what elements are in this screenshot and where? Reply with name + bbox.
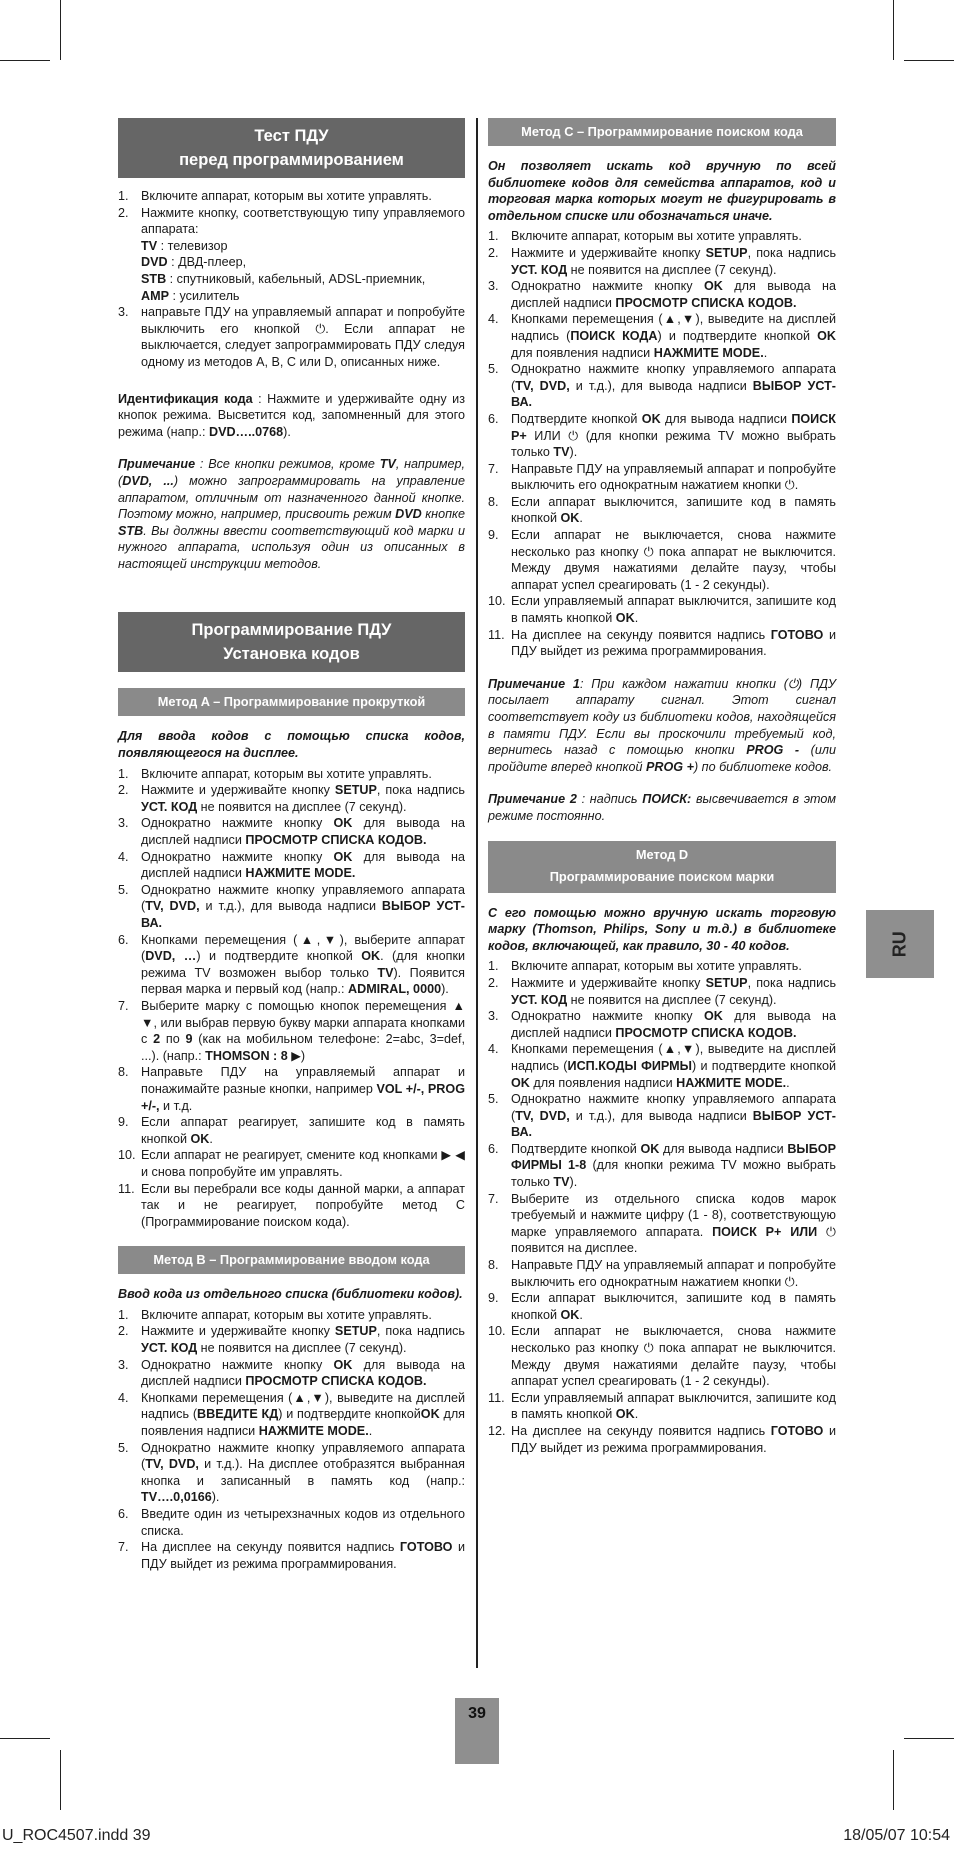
list-item [488,494,836,527]
method-d-intro: С его помощью можно вручную искать торговую марку (Thomson, Philips, Sony и т.д.) в библиотеке кодов, включающей, как правило, 30 - 40 кодов. [488,905,836,953]
code-identification: Идентификация кода : Нажмите и удерживайте одну из кнопок режима. Высветится код, запомненный для этого режима (напр.: DVD…..0768). [118,391,465,439]
step-text: Нажмите и удерживайте кнопку SETUP, пока надпись УСТ. КОД не появится на дисплее (7 секунд). [141,783,465,814]
step-text: Однократно нажмите кнопку управляемого аппарата (TV, DVD, и т.д.). На дисплее отобразятся выбранная кнопка и записанный в память код (напр.: TV….0,0166). [141,1440,465,1505]
crop-mark [0,60,50,61]
step-number: 11. [488,1390,505,1405]
crop-mark [893,0,894,60]
language-tab [866,910,934,978]
step-number: 5. [488,1092,499,1107]
crop-mark [893,1750,894,1810]
list-item [488,361,836,411]
step-text: Направьте ПДУ на управляемый аппарат и понажимайте разные кнопки, например VOL +/-, PROG +/-, и т.д. [141,1065,465,1113]
step-number: 1. [118,189,129,203]
step-number: 7. [118,998,129,1013]
step-text: Если аппарат не выключается, снова нажмите несколько раз кнопку ⏻ пока аппарат не выключится. Между двумя нажатиями делайте паузу, чтобы аппарат успел среагировать (1 - 2 секунды). [511,528,836,592]
step-number: 4. [488,1042,499,1057]
step-number: 2. [488,975,499,990]
method-d-steps [488,958,836,1456]
programming-header-line2: Установка кодов [223,645,360,664]
list-item [488,527,836,593]
step-number: 1. [488,229,499,244]
list-item [118,849,465,882]
list-item [488,1091,836,1141]
list-item [488,1041,836,1091]
list-item [118,1323,465,1356]
method-b-steps [118,1307,465,1573]
list-item [118,1064,465,1114]
step-text: Включите аппарат, которым вы хотите управлять. [511,959,802,974]
crop-mark [60,1750,61,1810]
list-item [118,304,465,370]
method-d-title-line2: Программирование поиском марки [549,868,775,884]
step-text: Если аппарат не выключается, снова нажмите несколько раз кнопку ⏻ пока аппарат не выключится. Между двумя нажатиями делайте паузу, чтобы аппарат успел среагировать (1 - 2 секунды). [511,1324,836,1389]
step-text: Подтвердите кнопкой OK для вывода надписи ВЫБОР ФИРМЫ 1-8 (для кнопки режима TV можно выбрать только TV). [511,1141,836,1190]
step-number: 2. [118,205,129,220]
step-number: 2. [118,1324,129,1339]
step-text: Выберите из отдельного списка кодов марок требуемый и нажмите цифру (1 - 8), соответствующую марке управляемого аппарата. ПОИСК P+ ИЛИ ⏻ появится на дисплее. [511,1191,836,1256]
step-number: 4. [118,1390,129,1405]
note-2: Примечание 2 : надпись ПОИСК: высвечивается в этом режиме постоянно. [488,792,836,823]
list-item [488,1008,836,1041]
step-number: 12. [488,1423,506,1438]
step-text: Однократно нажмите кнопку управляемого аппарата (TV, DVD, и т.д.), для вывода надписи ВЫБОР УСТ-ВА. [511,1092,836,1140]
step-text: Если вы перебрали все коды данной марки, а аппарат так и не реагирует, попробуйте метод C (Программирование поиском кода). [141,1181,465,1229]
step-text: Включите аппарат, которым вы хотите управлять. [511,229,802,244]
test-header [118,118,465,178]
step-number: 2. [488,245,499,260]
note-1: Примечание 1: При каждом нажатии кнопки (⏻) ПДУ посылает аппарату сигнал. Этот сигнал соответствует коду из библиотеки кодов, находящейся в памяти ПДУ. Если вы проскочили требуемый код, вернитесь назад с помощью кнопки PROG - (или пройдите вперед кнопкой PROG +) по библиотеке кодов. [488,676,836,774]
method-c-steps [488,228,836,659]
step-number: 10. [488,1324,506,1339]
method-a-title: Метод A – Программирование прокруткой [118,688,465,716]
list-item [118,882,465,932]
method-c-title: Метод C – Программирование поиском кода [488,118,836,146]
list-item [118,1147,465,1180]
list-item [488,411,836,461]
crop-mark [0,1738,50,1739]
list-item [118,1506,465,1539]
programming-header-line1: Программирование ПДУ [191,621,392,640]
step-number: 6. [488,1141,499,1156]
list-item [488,627,836,660]
step-text: Однократно нажмите кнопку управляемого аппарата (TV, DVD, и т.д.), для вывода надписи ВЫБОР УСТ-ВА. [511,362,836,410]
step-text: Однократно нажмите кнопку OK для вывода на дисплей надписи ПРОСМОТР СПИСКА КОДОВ. [141,1357,465,1389]
step-number: 9. [488,528,499,543]
step-text: Кнопками перемещения (▲,▼), выведите на дисплей надпись (ПОИСК КОДА) и подтвердите кнопкой OK для появления надписи НАЖМИТЕ MODE.. [511,312,836,360]
list-item [118,1539,465,1572]
step-number: 1. [488,959,499,974]
step-text: Нажмите и удерживайте кнопку SETUP, пока надпись УСТ. КОД не появится на дисплее (7 секунд). [511,245,837,277]
list-item [488,278,836,311]
step-text: Однократно нажмите кнопку OK для вывода на дисплей надписи ПРОСМОТР СПИСКА КОДОВ. [511,279,836,310]
step-number: 3. [118,816,129,831]
list-item [118,1114,465,1147]
step-text: Направьте ПДУ на управляемый аппарат и попробуйте выключить его однократным нажатием кнопки ⏻. [511,1258,836,1289]
step-number: 3. [118,305,129,320]
step-text: Включите аппарат, которым вы хотите управлять. [141,766,432,781]
list-item [118,1440,465,1506]
step-number: 7. [118,1540,129,1555]
list-item [118,1181,465,1231]
step-number: 1. [118,766,129,781]
step-text: Если аппарат реагирует, запишите код в память кнопкой OK. [141,1115,465,1146]
list-item [488,1191,836,1257]
step-number: 2. [118,783,129,798]
list-item [118,205,465,305]
step-text: Выберите марку с помощью кнопок перемещения ▲ ▼, или выбрав первую букву марки аппарата кнопками с 2 по 9 (как на мобильном телефоне: 2=abc, 3=def, ...). (напр.: THOMSON : 8 ▶) [141,998,465,1063]
method-a-intro: Для ввода кодов с помощью списка кодов, появляющегося на дисплее. [118,729,465,761]
list-item [488,461,836,494]
step-text: Однократно нажмите кнопку OK для вывода на дисплей надписи НАЖМИТЕ MODE. [141,849,465,881]
list-item [118,782,465,815]
step-number: 6. [488,411,499,426]
crop-mark [904,60,954,61]
step-text: Однократно нажмите кнопку OK для вывода на дисплей надписи ПРОСМОТР СПИСКА КОДОВ. [511,1009,836,1040]
step-number: 7. [488,1191,499,1206]
method-c-intro: Он позволяет искать код вручную по всей библиотеке кодов для семейства аппаратов, код и торговая марка которых могут не фигурировать в отдельном списке или обозначаться иначе. [488,159,836,223]
list-item [488,1290,836,1323]
step-text: Если аппарат выключится, запишите код в память кнопкой OK. [511,1291,836,1322]
step-number: 3. [488,279,499,294]
list-item [488,975,836,1008]
step-number: 5. [488,362,499,377]
step-text: На дисплее на секунду появится надпись ГОТОВО и ПДУ выйдет из режима программирования. [511,627,836,659]
list-item [488,1423,836,1456]
step-text: Включите аппарат, которым вы хотите управлять. [141,1307,432,1322]
test-steps [118,188,465,371]
method-b-intro: Ввод кода из отдельного списка (библиотеки кодов). [118,1287,463,1302]
step-text: Если аппарат не реагирует, смените код кнопками ▶ ◀ и снова попробуйте им управлять. [141,1148,465,1179]
step-number: 7. [488,461,499,476]
list-item [118,1307,465,1324]
step-text: Если управляемый аппарат выключится, запишите код в память кнопкой OK. [511,1390,836,1422]
step-number: 9. [488,1291,499,1306]
step-number: 5. [118,1440,129,1455]
step-number: 8. [118,1065,129,1080]
step-number: 1. [118,1307,129,1322]
step-text: Введите один из четырехзначных кодов из отдельного списка. [141,1507,465,1538]
list-item [118,1390,465,1440]
step-text: Направьте ПДУ на управляемый аппарат и попробуйте выключить его однократным нажатием кнопки ⏻. [511,461,836,493]
list-item [488,593,836,626]
step-number: 8. [488,1258,499,1273]
list-item [118,188,465,205]
list-item [118,932,465,998]
note-paragraph: Примечание : Все кнопки режимов, кроме TV, например, (DVD, ...) можно запрограммировать на управление аппаратом, отличным от назначенного данной кнопке. Поэтому можно, например, присвоить режим DVD кнопке STB. Вы должны ввести соответствующий код марки и нужного аппарата, используя один из описанных в настоящей инструкции методов. [118,457,466,571]
step-number: 9. [118,1115,129,1130]
list-item [488,245,836,278]
test-header-line1: Тест ПДУ [254,127,329,145]
step-number: 11. [488,627,505,642]
step-number: 5. [118,882,129,897]
step-text: Нажмите и удерживайте кнопку SETUP, пока надпись УСТ. КОД не появится на дисплее (7 секунд). [141,1324,465,1356]
list-item [118,1357,465,1390]
step-number: 3. [488,1009,499,1024]
step-text: Если управляемый аппарат выключится, запишите код в память кнопкой OK. [511,594,836,626]
right-column [488,118,836,1456]
list-item [488,1390,836,1423]
left-column [118,118,465,1572]
page-number: 39 [455,1698,499,1764]
step-text: Если аппарат выключится, запишите код в память кнопкой OK. [511,494,836,526]
step-number: 3. [118,1357,129,1372]
footer-file-info: U_ROC4507.indd 39 [2,1827,151,1844]
step-number: 11. [118,1181,135,1196]
step-number: 8. [488,494,499,509]
step-text: Нажмите кнопку, соответствующую типу управляемого аппарата: TV : телевизор DVD : ДВД-плеер, STB : спутниковый, кабельный, ADSL-приемник, AMP : усилитель [141,205,465,303]
method-d-title-line1: Метод D [635,846,689,862]
step-number: 4. [488,312,499,327]
list-item [488,228,836,245]
step-text: Кнопками перемещения (▲,▼), выведите на дисплей надпись (ИСП.КОДЫ ФИРМЫ) и подтвердите кнопкой OK для появления надписи НАЖМИТЕ MODE.. [511,1042,837,1090]
list-item [488,1323,836,1389]
method-b-title: Метод B – Программирование вводом кода [118,1246,465,1274]
list-item [118,998,465,1064]
step-text: Включите аппарат, которым вы хотите управлять. [141,189,432,203]
list-item [488,311,836,361]
step-number: 6. [118,1507,129,1521]
crop-mark [904,1738,954,1739]
programming-header [118,612,465,672]
step-text: Кнопками перемещения (▲,▼), выберите аппарат (DVD, …) и подтвердите кнопкой OK. (для кнопки режима TV возможен выбор только TV). Появится первая марка и первый код (напр.: ADMIRAL, 0000). [141,932,465,997]
step-number: 6. [118,932,129,947]
step-text: На дисплее на секунду появится надпись ГОТОВО и ПДУ выйдет из режима программирования. [141,1540,465,1571]
step-number: 10. [118,1148,136,1163]
step-text: Подтвердите кнопкой OK для вывода надписи ПОИСК P+ ИЛИ ⏻ (для кнопки режима TV можно выбрать только TV). [511,411,836,460]
column-divider [476,118,478,1668]
step-text: Кнопками перемещения (▲,▼), выведите на дисплей надпись (ВВЕДИТЕ КД) и подтвердите кнопкойOK для появления надписи НАЖМИТЕ MODE.. [141,1390,465,1439]
footer-date-time: 18/05/07 10:54 [843,1827,950,1844]
step-text: направьте ПДУ на управляемый аппарат и попробуйте выключить его кнопкой ⏻. Если аппарат не выключается, следует запрограммировать ПДУ следуя одному из методов A, B, C или D, описанных ниже. [141,305,465,369]
list-item [488,1141,836,1191]
language-tab-label: RU [889,931,910,957]
method-a-steps [118,766,465,1231]
list-item [118,815,465,848]
list-item [118,766,465,783]
step-text: Однократно нажмите кнопку OK для вывода на дисплей надписи ПРОСМОТР СПИСКА КОДОВ. [141,816,465,848]
step-text: На дисплее на секунду появится надпись ГОТОВО и ПДУ выйдет из режима программирования. [511,1423,836,1455]
list-item [488,958,836,975]
list-item [488,1257,836,1290]
step-text: Нажмите и удерживайте кнопку SETUP, пока надпись УСТ. КОД не появится на дисплее (7 секунд). [511,975,837,1007]
method-d-title [488,841,836,893]
step-text: Однократно нажмите кнопку управляемого аппарата (TV, DVD, и т.д.), для вывода надписи ВЫБОР УСТ-ВА. [141,882,465,930]
test-header-line2: перед программированием [179,151,404,169]
step-number: 10. [488,594,506,609]
crop-mark [60,0,61,60]
step-number: 4. [118,849,129,864]
